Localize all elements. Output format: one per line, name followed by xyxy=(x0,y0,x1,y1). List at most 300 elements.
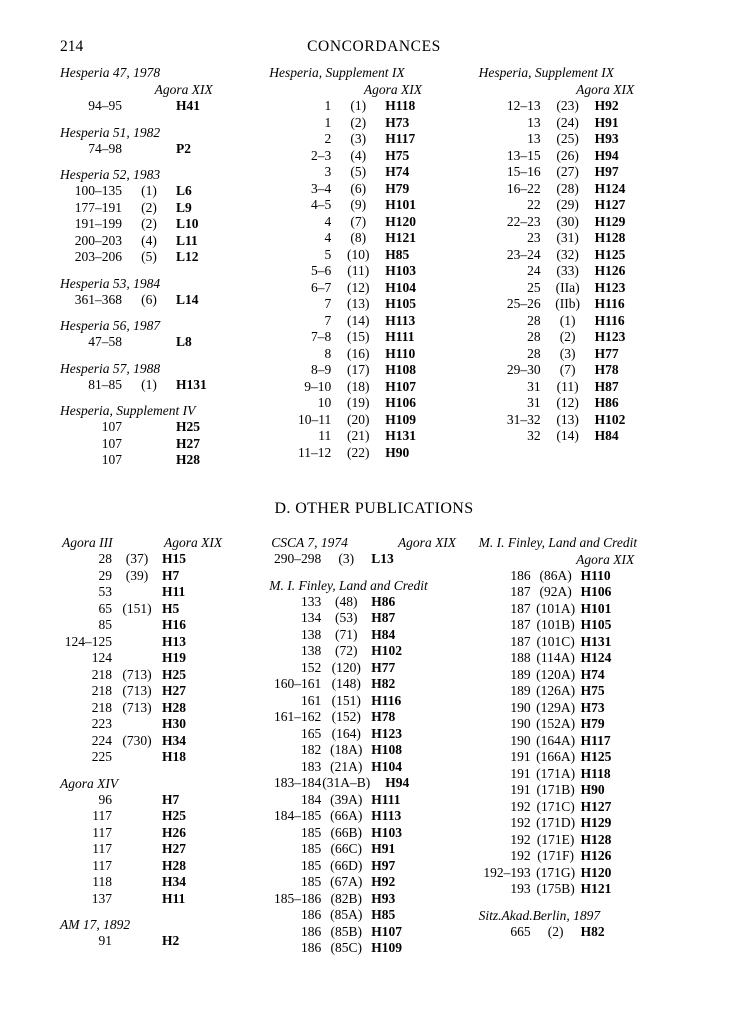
source-ref: 94–95 xyxy=(88,98,122,113)
item-number: (101B) xyxy=(536,617,575,632)
item-number: (20) xyxy=(347,411,370,427)
concordance-group xyxy=(269,64,472,461)
target-ref: H77 xyxy=(594,345,619,361)
target-ref: H27 xyxy=(162,683,187,698)
table-row xyxy=(479,115,688,132)
concordance-table xyxy=(60,98,263,115)
target-ref: L10 xyxy=(176,216,199,231)
item-number: (22) xyxy=(347,444,370,460)
table-row xyxy=(479,700,688,717)
table-row xyxy=(269,296,472,313)
item-number xyxy=(122,141,176,158)
source-ref: 2 xyxy=(324,131,332,146)
target-title: Agora XIX xyxy=(154,82,213,97)
table-row xyxy=(479,749,688,766)
item-number: (4) xyxy=(350,147,367,163)
table-row xyxy=(479,601,688,618)
source-ref: 192 xyxy=(510,815,531,830)
target-ref: H127 xyxy=(594,197,626,212)
source-title: Hesperia, Supplement IV xyxy=(60,403,196,418)
table-row xyxy=(269,551,472,568)
item-number: (66A) xyxy=(330,808,363,823)
table-row xyxy=(269,379,472,396)
table-row xyxy=(269,891,472,908)
target-ref: H107 xyxy=(385,378,417,394)
source-ref: 47–58 xyxy=(88,334,122,349)
item-number: (713) xyxy=(122,666,152,682)
table-row xyxy=(60,183,263,200)
source-title: Hesperia, Supplement IX xyxy=(269,65,405,80)
source-ref: 118 xyxy=(92,874,112,889)
table-row xyxy=(479,131,688,148)
source-ref: 7–8 xyxy=(311,329,332,344)
target-ref: H74 xyxy=(580,666,605,682)
source-ref: 191 xyxy=(510,765,531,781)
item-number: (10) xyxy=(347,246,370,262)
target-ref: H91 xyxy=(371,841,396,856)
item-number: (152A) xyxy=(536,716,576,731)
source-ref: 23 xyxy=(527,230,541,245)
table-row xyxy=(60,200,263,217)
concordance-table xyxy=(479,98,688,445)
item-number: (1) xyxy=(350,98,367,113)
target-ref: H124 xyxy=(580,650,612,665)
concordance-table xyxy=(60,792,263,908)
target-ref: H85 xyxy=(385,246,410,262)
source-ref: 187 xyxy=(510,600,531,616)
source-ref: 133 xyxy=(301,593,322,609)
target-ref: H110 xyxy=(385,345,416,361)
concordance-group xyxy=(269,577,472,957)
source-ref: 182 xyxy=(301,742,322,757)
target-ref: H107 xyxy=(371,923,403,939)
target-ref: H90 xyxy=(580,782,605,797)
table-row xyxy=(269,131,472,148)
source-ref: 190 xyxy=(510,732,531,748)
item-number: (114A) xyxy=(536,650,575,665)
source-ref: 28 xyxy=(527,345,541,361)
target-ref: H73 xyxy=(385,114,410,130)
target-ref: H5 xyxy=(162,600,180,616)
concordance-table xyxy=(60,419,263,469)
table-row xyxy=(269,742,472,759)
table-row xyxy=(479,733,688,750)
item-number: (171F) xyxy=(537,848,574,863)
concordance-table xyxy=(479,568,688,898)
section-heading: D. OTHER PUBLICATIONS xyxy=(274,499,474,517)
target-ref: H25 xyxy=(162,808,187,823)
item-number: (30) xyxy=(556,213,579,229)
item-number xyxy=(122,334,176,351)
source-ref: 137 xyxy=(91,890,112,906)
source-ref: 22 xyxy=(527,197,541,212)
target-ref: H84 xyxy=(371,626,396,642)
target-ref: H129 xyxy=(580,815,612,830)
target-ref: H109 xyxy=(385,411,417,427)
target-ref: H77 xyxy=(371,659,396,675)
table-row xyxy=(269,676,472,693)
source-ref: 13 xyxy=(527,131,541,146)
target-ref: H103 xyxy=(371,824,403,840)
source-ref: 183–184 xyxy=(274,775,322,790)
item-number: (101A) xyxy=(536,600,576,616)
item-number: (15) xyxy=(347,329,370,344)
concordance-table xyxy=(269,98,472,461)
source-ref: 665 xyxy=(510,923,531,939)
item-number xyxy=(112,650,162,667)
source-ref: 191–199 xyxy=(74,216,122,231)
item-number: (53) xyxy=(335,610,358,625)
item-number: (3) xyxy=(338,551,355,566)
target-ref: H78 xyxy=(371,709,396,724)
concordance-table xyxy=(479,924,688,941)
table-row xyxy=(269,197,472,214)
table-row xyxy=(479,214,688,231)
item-number xyxy=(112,749,162,766)
source-ref: 23–24 xyxy=(506,246,541,262)
item-number xyxy=(122,98,176,115)
table-row xyxy=(60,749,263,766)
source-ref: 7 xyxy=(324,312,332,328)
table-row xyxy=(269,428,472,445)
source-ref: 161 xyxy=(301,692,322,708)
source-ref: 138 xyxy=(301,643,322,658)
target-ref: H82 xyxy=(371,676,396,691)
concordance-table xyxy=(60,334,263,351)
target-ref: H41 xyxy=(176,98,201,113)
item-number: (2) xyxy=(547,923,564,939)
table-row xyxy=(60,584,263,601)
table-row xyxy=(60,452,263,469)
table-row xyxy=(269,709,472,726)
item-number: (11) xyxy=(556,378,579,394)
item-number: (129A) xyxy=(536,699,576,715)
table-row xyxy=(60,334,263,351)
concordance-group xyxy=(60,64,263,115)
target-ref: H125 xyxy=(594,246,626,262)
item-number: (11) xyxy=(347,263,370,278)
item-number: (85B) xyxy=(330,923,363,939)
target-ref: H123 xyxy=(594,279,626,295)
item-number: (33) xyxy=(556,263,579,278)
source-ref: 184–185 xyxy=(274,808,322,823)
target-ref: H91 xyxy=(594,114,619,130)
table-row xyxy=(60,551,263,568)
concordance-group xyxy=(60,775,263,908)
source-ref: 224 xyxy=(91,732,112,748)
source-ref: 225 xyxy=(91,749,112,764)
source-ref: 53 xyxy=(98,584,112,599)
bottom-column-1 xyxy=(60,534,269,966)
table-row xyxy=(60,601,263,618)
item-number: (120A) xyxy=(536,666,576,682)
table-row xyxy=(269,858,472,875)
source-ref: 3–4 xyxy=(311,180,332,196)
target-ref: H124 xyxy=(594,180,626,196)
source-ref: 28 xyxy=(527,312,541,328)
target-ref: H92 xyxy=(594,98,619,113)
item-number: (3) xyxy=(559,345,576,361)
table-row xyxy=(479,263,688,280)
target-ref: H118 xyxy=(385,98,416,113)
table-row xyxy=(60,667,263,684)
top-column-1 xyxy=(60,64,269,478)
target-ref: H103 xyxy=(385,263,417,278)
item-number: (2) xyxy=(141,216,157,231)
table-row xyxy=(60,733,263,750)
target-ref: H27 xyxy=(162,841,187,856)
target-ref: H86 xyxy=(594,395,619,410)
item-number: (19) xyxy=(347,395,370,410)
source-ref: 192 xyxy=(510,798,531,814)
table-row xyxy=(269,313,472,330)
source-ref: 1 xyxy=(324,114,332,130)
source-ref: 4 xyxy=(324,230,332,245)
item-number: (28) xyxy=(556,180,579,196)
table-row xyxy=(60,683,263,700)
top-columns xyxy=(60,64,688,478)
source-ref: 186 xyxy=(301,923,322,939)
target-ref: H113 xyxy=(371,808,402,823)
table-row xyxy=(479,428,688,445)
table-row xyxy=(479,230,688,247)
table-row xyxy=(269,148,472,165)
item-number: (171B) xyxy=(536,782,575,797)
source-ref: 12–13 xyxy=(506,98,541,113)
item-number xyxy=(112,716,162,733)
source-ref: 187 xyxy=(510,617,531,632)
page-number: 214 xyxy=(60,38,84,55)
table-row xyxy=(479,881,688,898)
item-number xyxy=(122,419,176,436)
item-number: (164A) xyxy=(536,732,576,748)
item-number: (21) xyxy=(347,428,370,443)
top-column-3 xyxy=(479,64,688,478)
top-column-2 xyxy=(269,64,478,478)
table-row xyxy=(269,808,472,825)
table-row xyxy=(60,216,263,233)
target-ref: H87 xyxy=(371,610,396,625)
source-ref: 187 xyxy=(510,584,531,599)
table-row xyxy=(60,716,263,733)
target-ref: H30 xyxy=(162,716,187,731)
target-ref: H108 xyxy=(385,362,417,377)
item-number: (71) xyxy=(335,626,358,642)
item-number: (13) xyxy=(347,296,370,311)
item-number: (85A) xyxy=(330,907,363,922)
table-row xyxy=(269,874,472,891)
table-row xyxy=(269,534,472,552)
table-row xyxy=(479,667,688,684)
table-row xyxy=(269,164,472,181)
item-number: (5) xyxy=(350,164,367,179)
table-row xyxy=(479,634,688,651)
target-ref: P2 xyxy=(176,140,191,156)
item-number: (730) xyxy=(122,732,152,748)
source-ref: 193 xyxy=(510,881,531,896)
item-number xyxy=(112,825,162,842)
target-ref: H128 xyxy=(580,831,612,847)
target-ref: H18 xyxy=(162,749,187,764)
item-number: (24) xyxy=(556,114,579,130)
table-row xyxy=(60,792,263,809)
item-number xyxy=(112,634,162,651)
target-ref: H131 xyxy=(176,376,207,392)
target-ref: H2 xyxy=(162,933,180,948)
source-ref: 124–125 xyxy=(64,633,112,649)
target-ref: L9 xyxy=(176,199,192,215)
table-row xyxy=(479,181,688,198)
source-ref: 107 xyxy=(101,452,122,467)
source-ref: 134 xyxy=(301,610,322,625)
table-row xyxy=(269,247,472,264)
target-ref: H128 xyxy=(594,230,626,245)
source-ref: 6–7 xyxy=(311,279,332,295)
target-ref: H101 xyxy=(385,197,417,212)
item-number: (16) xyxy=(347,345,370,361)
concordance-group xyxy=(479,534,688,898)
table-row xyxy=(479,832,688,849)
table-row xyxy=(479,164,688,181)
source-ref: 22–23 xyxy=(506,213,541,229)
target-ref: H111 xyxy=(385,329,415,344)
item-number: (39) xyxy=(125,567,149,583)
concordance-table xyxy=(60,183,263,266)
source-ref: 7 xyxy=(324,296,332,311)
source-ref: 107 xyxy=(101,435,122,451)
source-ref: 190 xyxy=(510,699,531,715)
item-number: (151) xyxy=(331,692,361,708)
item-number: (13) xyxy=(556,411,579,427)
table-row xyxy=(269,907,472,924)
target-ref: H101 xyxy=(580,600,612,616)
item-number: (164) xyxy=(331,725,361,741)
item-number: (66B) xyxy=(330,824,363,840)
target-ref: H123 xyxy=(371,725,403,741)
concordance-group xyxy=(60,916,263,950)
table-row xyxy=(60,419,263,436)
target-ref: H79 xyxy=(385,180,410,196)
page-header xyxy=(60,38,688,64)
source-ref: 185 xyxy=(301,874,322,889)
item-number: (171G) xyxy=(536,864,576,880)
target-ref: H102 xyxy=(594,411,626,427)
target-ref: H106 xyxy=(385,395,417,410)
table-row xyxy=(60,568,263,585)
table-row xyxy=(60,933,263,950)
table-row xyxy=(269,610,472,627)
source-ref: 290–298 xyxy=(274,551,322,566)
target-ref: H75 xyxy=(385,147,410,163)
table-row xyxy=(479,568,688,585)
source-ref: 117 xyxy=(92,808,112,823)
source-ref: 190 xyxy=(510,716,531,731)
item-number: (29) xyxy=(556,197,579,212)
source-ref: 188 xyxy=(510,650,531,665)
source-ref: 117 xyxy=(92,824,112,840)
target-ref: H11 xyxy=(162,584,186,599)
concordance-table xyxy=(60,377,263,394)
concordance-group xyxy=(60,166,263,266)
item-number: (7) xyxy=(350,213,367,229)
item-number: (72) xyxy=(335,643,358,658)
target-ref: H104 xyxy=(371,758,403,774)
source-ref: 96 xyxy=(98,791,112,807)
table-row xyxy=(479,362,688,379)
item-number xyxy=(112,808,162,825)
item-number: (1) xyxy=(141,183,157,198)
item-number: (48) xyxy=(335,593,358,609)
concordance-table xyxy=(60,551,263,766)
item-number: (171C) xyxy=(536,798,575,814)
table-row xyxy=(60,436,263,453)
source-ref: 186 xyxy=(301,940,322,955)
table-row xyxy=(60,141,263,158)
table-row xyxy=(60,292,263,309)
source-title: Hesperia, Supplement IX xyxy=(478,65,614,80)
target-ref: H121 xyxy=(580,881,612,896)
item-number: (148) xyxy=(331,676,361,691)
source-ref: 13–15 xyxy=(506,147,541,163)
target-ref: H116 xyxy=(594,296,625,311)
table-row xyxy=(269,98,472,115)
source-ref: 5–6 xyxy=(311,263,332,278)
target-ref: H116 xyxy=(371,692,402,708)
target-ref: H111 xyxy=(371,791,401,807)
source-ref: 8 xyxy=(324,345,332,361)
item-number: (18A) xyxy=(330,742,363,757)
bottom-column-3 xyxy=(479,534,688,966)
table-row xyxy=(269,792,472,809)
target-ref: L11 xyxy=(176,232,198,248)
target-ref: H93 xyxy=(371,890,396,906)
target-ref: L12 xyxy=(176,249,199,264)
item-number: (31) xyxy=(556,230,579,245)
table-row xyxy=(60,841,263,858)
source-ref: 117 xyxy=(92,857,112,873)
item-number: (120) xyxy=(331,659,361,675)
source-ref: 100–135 xyxy=(74,183,122,198)
item-number: (5) xyxy=(141,249,157,264)
table-row xyxy=(60,634,263,651)
item-number: (2) xyxy=(141,199,157,215)
source-ref: 28 xyxy=(527,329,541,344)
item-number: (37) xyxy=(125,551,149,566)
target-title: Agora XIX xyxy=(363,82,422,97)
source-ref: 9–10 xyxy=(304,378,332,394)
target-ref: H127 xyxy=(580,798,612,814)
source-ref: 5 xyxy=(324,246,332,262)
item-number: (1) xyxy=(559,312,576,328)
source-ref: 31 xyxy=(527,378,541,394)
concordance-table xyxy=(60,141,263,158)
table-row xyxy=(479,379,688,396)
source-ref: 185 xyxy=(301,841,322,856)
source-ref: 29–30 xyxy=(506,362,541,377)
target-ref: H7 xyxy=(162,567,180,583)
source-ref: 189 xyxy=(510,666,531,682)
item-number xyxy=(112,617,162,634)
item-number: (713) xyxy=(122,699,152,715)
concordance-group xyxy=(60,317,263,351)
table-row xyxy=(479,650,688,667)
source-title: Hesperia 52, 1983 xyxy=(60,167,161,182)
source-ref: 32 xyxy=(527,428,541,443)
source-title: Agora III xyxy=(62,534,113,550)
table-row xyxy=(269,263,472,280)
table-row xyxy=(479,313,688,330)
target-ref: H19 xyxy=(162,650,187,665)
